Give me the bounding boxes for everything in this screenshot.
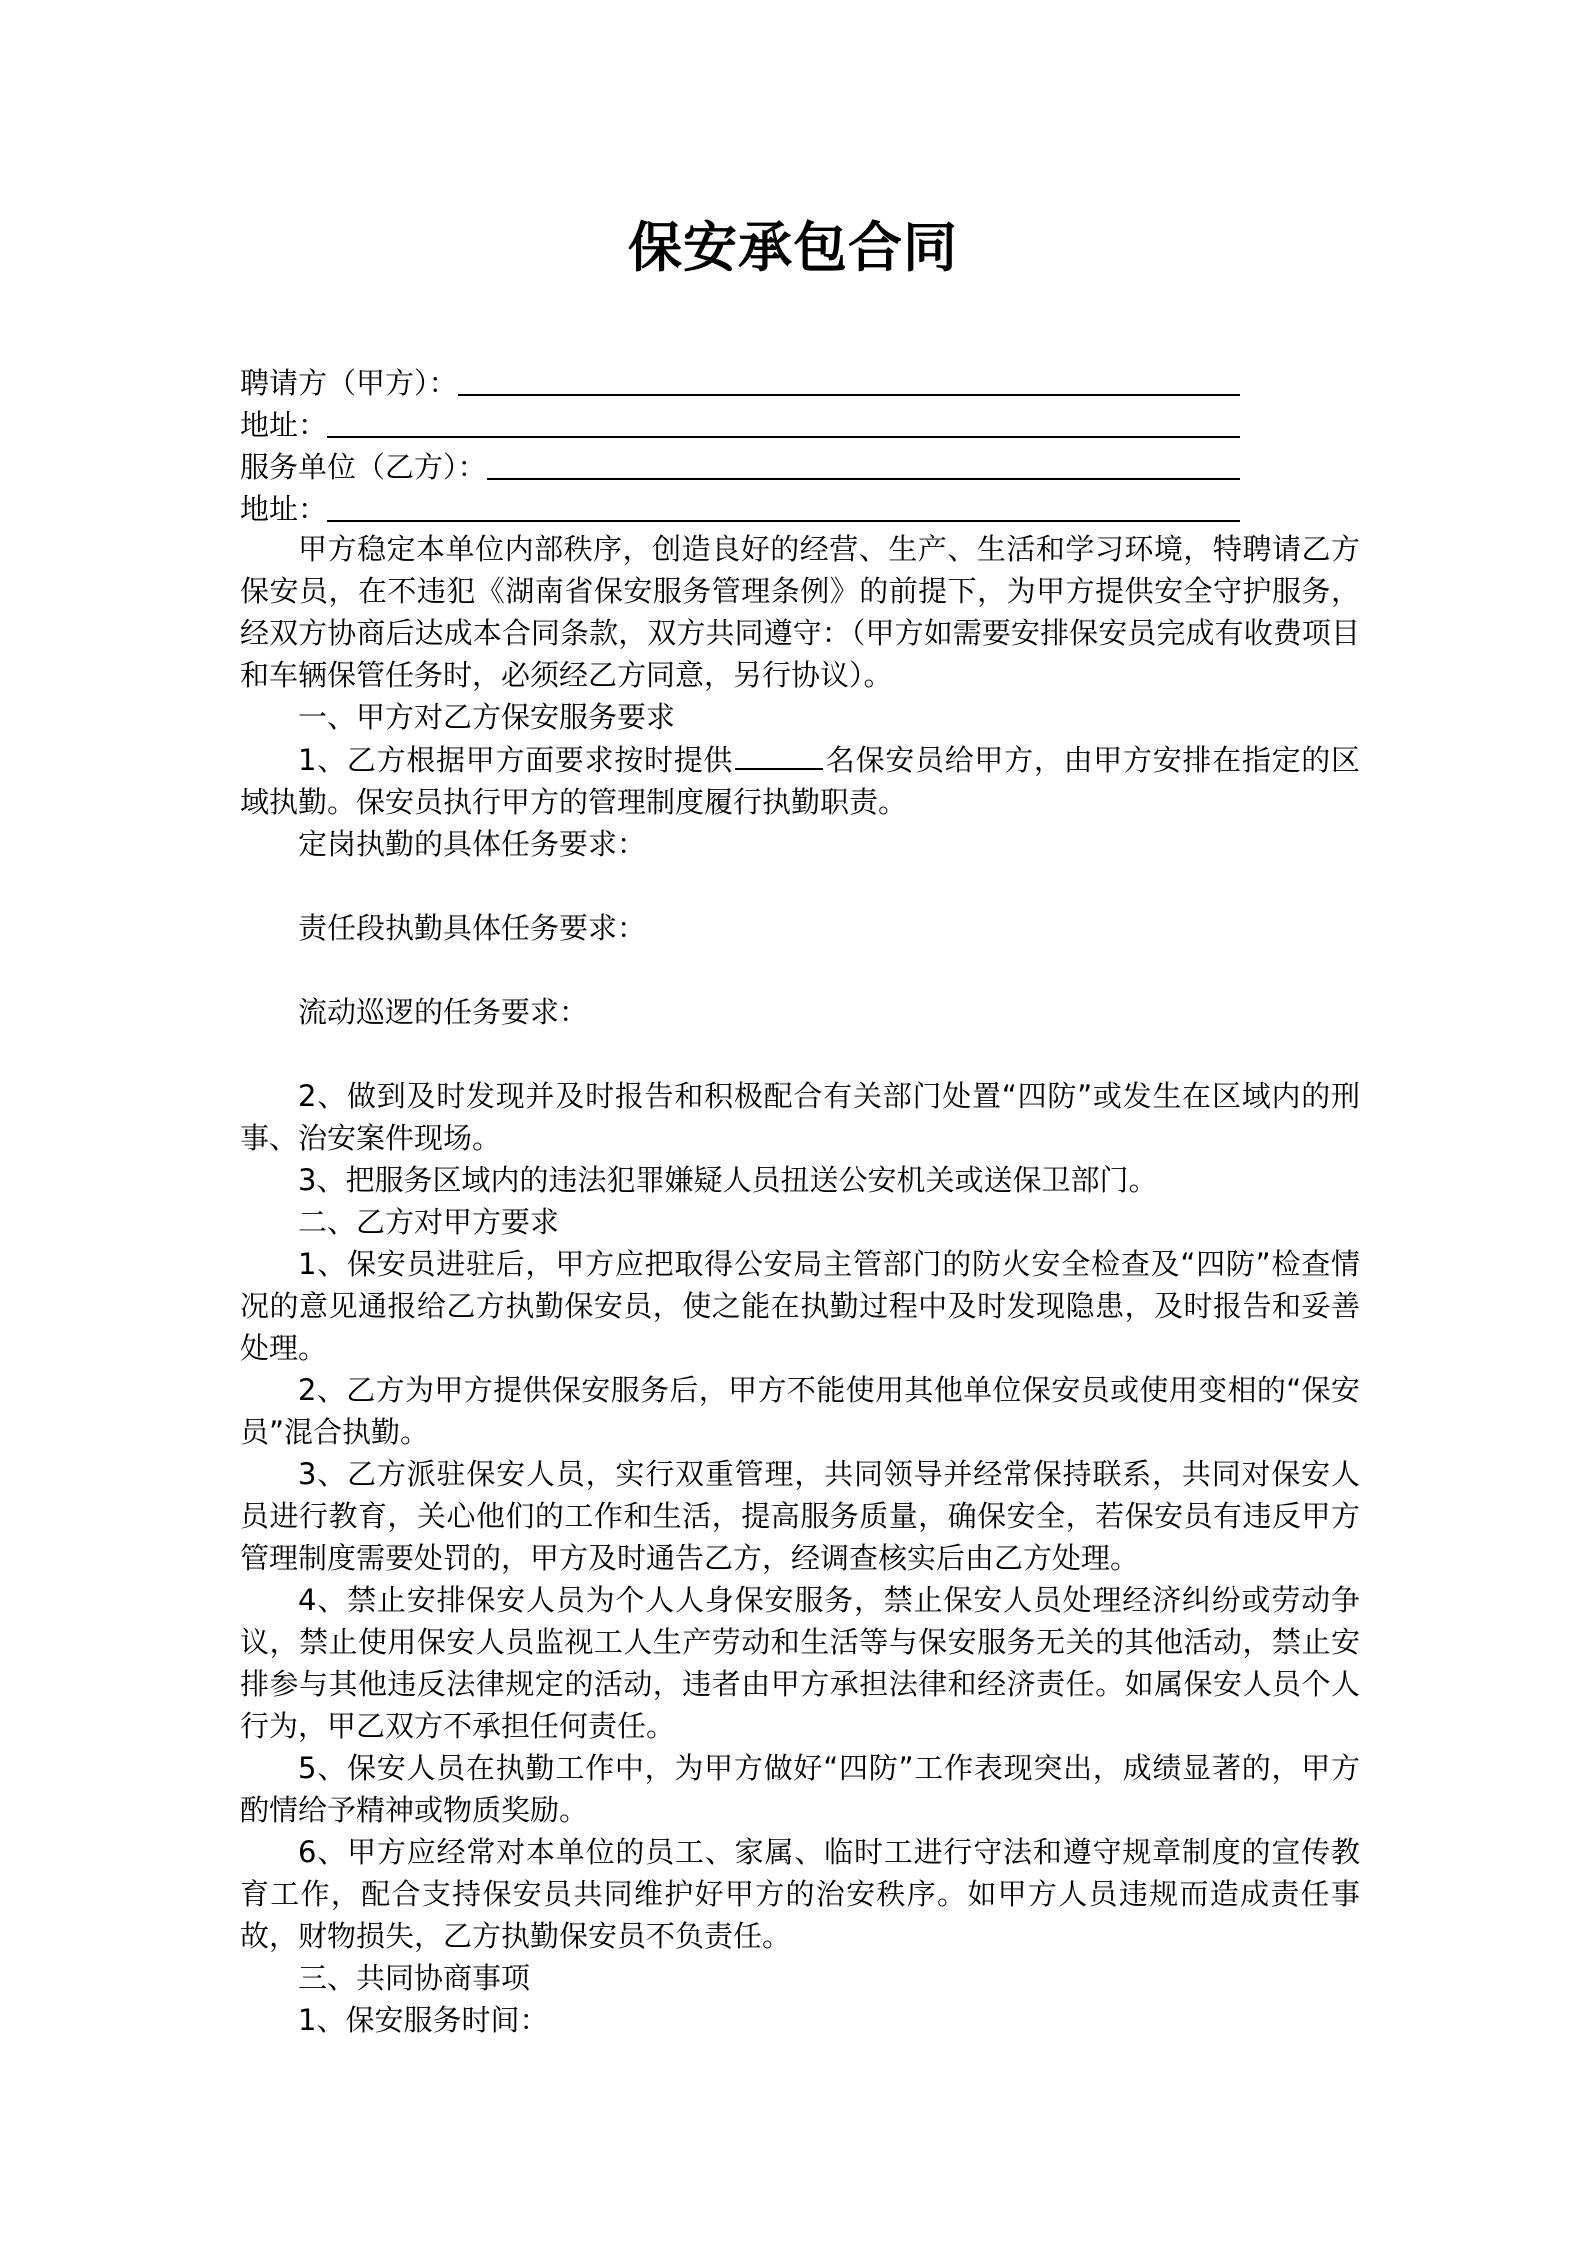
party-fields <box>240 360 1240 528</box>
section-2-item-1: 1、保安员进驻后，甲方应把取得公安局主管部门的防火安全检查及“四防”检查情况的意见通报给乙方执勤保安员，使之能在执勤过程中及时发现隐患，及时报告和妥善处理。 <box>240 1247 1360 1365</box>
party-b-label: 服务单位（乙方）： <box>240 450 487 484</box>
section-1-item-1-part-b: 名保安员给甲方，由甲方安排在指定的区域执勤。保安员执行甲方的管理制度履行执勤职责。 <box>240 743 1360 819</box>
document-title: 保安承包合同 <box>628 216 958 279</box>
section-1-item-2: 2、做到及时发现并及时报告和积极配合有关部门处置“四防”或发生在区域内的刑事、治安案件现场。 <box>240 1079 1360 1155</box>
party-a-blank-line <box>458 394 1240 396</box>
party-b-field <box>240 444 1240 486</box>
party-b-address-blank-line <box>327 520 1240 522</box>
party-b-address-field <box>240 486 1240 528</box>
section-2-item-6: 6、甲方应经常对本单位的员工、家属、临时工进行守法和遵守规章制度的宣传教育工作，配合支持保安员共同维护好甲方的治安秩序。如甲方人员违规而造成责任事故，财物损失，乙方执勤保安员不负责任。 <box>240 1835 1360 1953</box>
section-3-item-1: 1、保安服务时间： <box>298 2003 549 2037</box>
section-3-heading: 三、共同协商事项 <box>298 1961 531 1995</box>
spacer <box>240 865 1360 907</box>
contract-body <box>240 528 1360 2041</box>
section-duty-requirements: 责任段执勤具体任务要求： <box>298 911 647 945</box>
spacer <box>240 949 1360 991</box>
section-2-heading: 二、乙方对甲方要求 <box>298 1205 560 1239</box>
section-1-item-1 <box>240 738 1360 823</box>
section-1-item-1-part-a: 1、乙方根据甲方面要求按时提供 <box>298 743 734 777</box>
section-2-item-5: 5、保安人员在执勤工作中，为甲方做好“四防”工作表现突出，成绩显著的，甲方酌情给予精神或物质奖励。 <box>240 1751 1361 1827</box>
preamble-paragraph: 甲方稳定本单位内部秩序，创造良好的经营、生产、生活和学习环境，特聘请乙方保安员，在不违犯《湖南省保安服务管理条例》的前提下，为甲方提供安全守护服务，经双方协商后达成本合同条款，双方共同遵守：（甲方如需要安排保安员完成有收费项目和车辆保管任务时，必须经乙方同意，另行协议）。 <box>240 532 1360 692</box>
section-2-item-4: 4、禁止安排保安人员为个人人身保安服务，禁止保安人员处理经济纠纷或劳动争议，禁止使用保安人员监视工人生产劳动和生活等与保安服务无关的其他活动，禁止安排参与其他违反法律规定的活动，违者由甲方承担法律和经济责任。如属保安人员个人行为，甲乙双方不承担任何责任。 <box>240 1583 1360 1743</box>
patrol-requirements: 流动巡逻的任务要求： <box>298 995 589 1029</box>
party-a-label: 聘请方（甲方）： <box>240 366 458 400</box>
section-2-item-2: 2、乙方为甲方提供保安服务后，甲方不能使用其他单位保安员或使用变相的“保安员”混合执勤。 <box>240 1373 1360 1449</box>
guard-count-blank <box>735 738 823 770</box>
party-a-field <box>240 360 1240 402</box>
section-1-heading: 一、甲方对乙方保安服务要求 <box>298 700 676 734</box>
party-a-address-blank-line <box>327 436 1240 438</box>
spacer <box>240 1033 1360 1075</box>
post-duty-requirements: 定岗执勤的具体任务要求： <box>298 827 647 861</box>
party-b-blank-line <box>487 478 1240 480</box>
party-a-address-field <box>240 402 1240 444</box>
party-b-address-label: 地址： <box>240 492 328 526</box>
section-1-item-3: 3、把服务区域内的违法犯罪嫌疑人员扭送公安机关或送保卫部门。 <box>298 1163 1158 1197</box>
party-a-address-label: 地址： <box>240 408 328 442</box>
section-2-item-3: 3、乙方派驻保安人员，实行双重管理，共同领导并经常保持联系，共同对保安人员进行教育，关心他们的工作和生活，提高服务质量，确保安全，若保安员有违反甲方管理制度需要处罚的，甲方及时通告乙方，经调查核实后由乙方处理。 <box>240 1457 1360 1575</box>
